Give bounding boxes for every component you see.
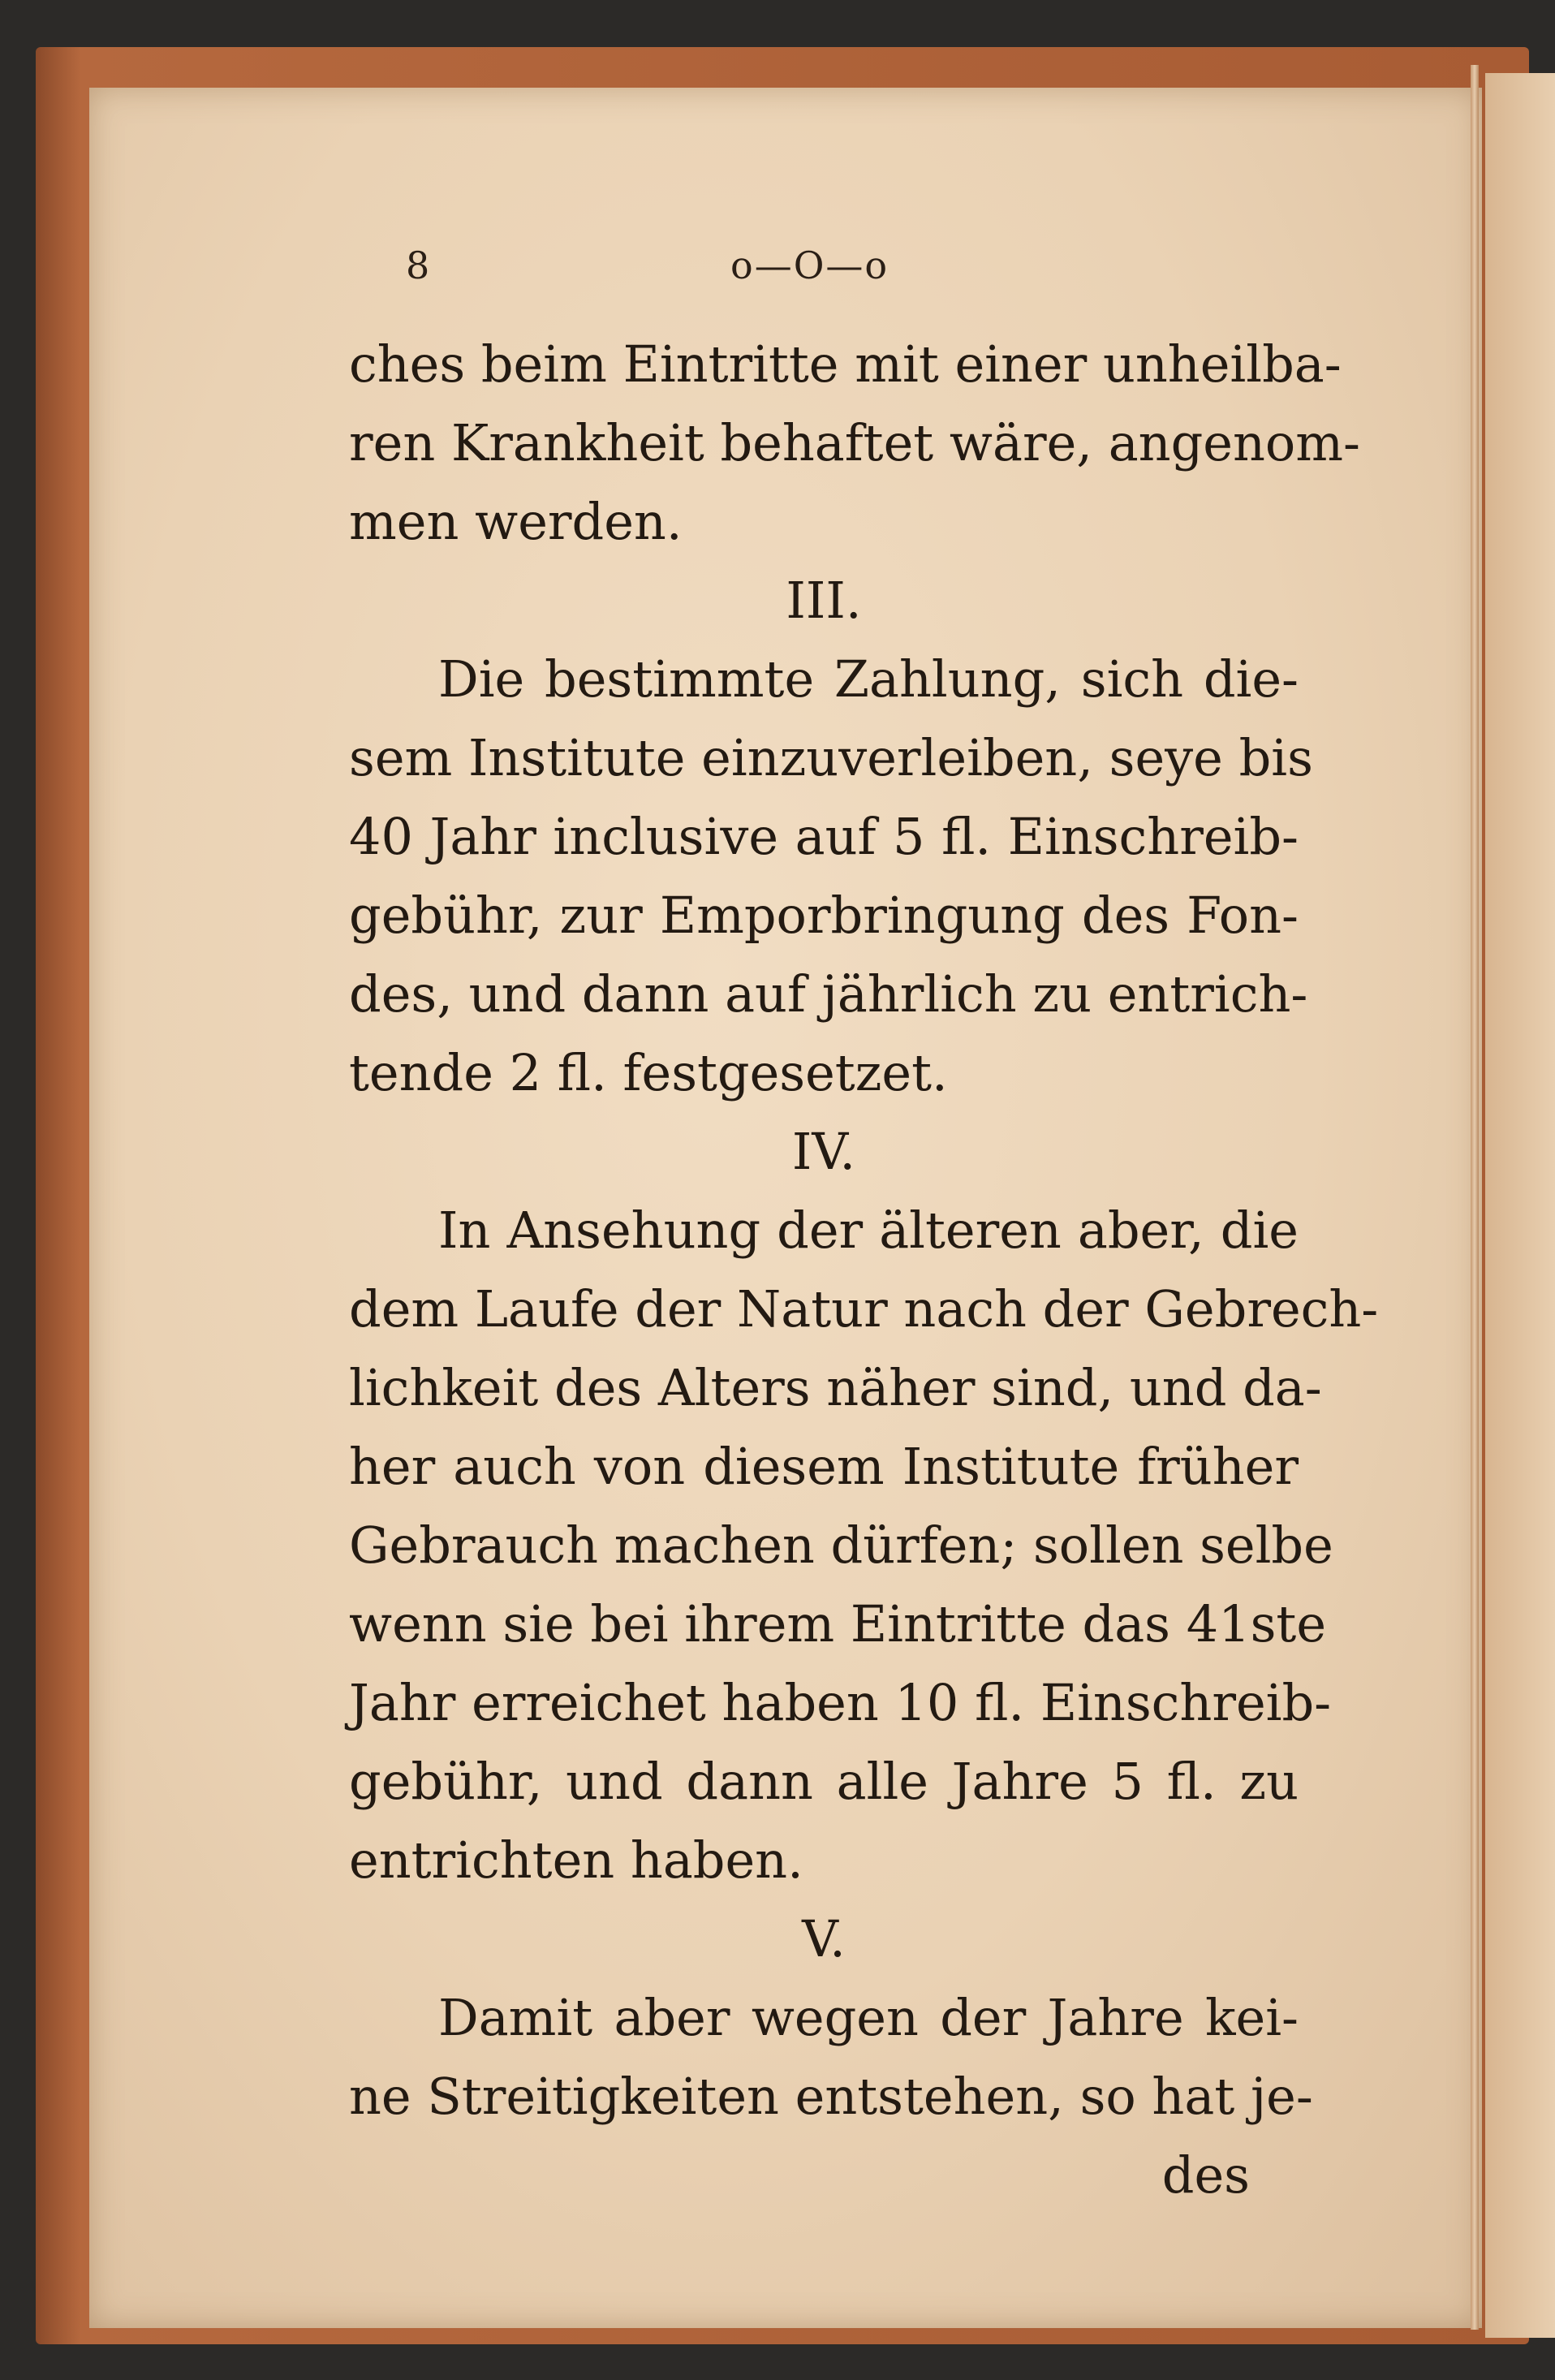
text-line: ne Streitigkeiten entstehen, so hat je- (349, 2067, 1313, 2126)
section-heading-iv: IV. (791, 1122, 856, 1181)
page-header (349, 244, 1323, 292)
page-number: 8 (406, 244, 430, 287)
text-line: entrichten haben. (349, 1830, 803, 1890)
text-line: men werden. (349, 492, 683, 551)
text-line: Jahr erreichet haben 10 fl. Einschreib- (349, 1673, 1332, 1732)
section-heading-v: V. (802, 1909, 846, 1968)
text-line: Gebrauch machen dürfen; sollen selbe (349, 1516, 1333, 1575)
text-line: wenn sie bei ihrem Eintritte das 41ste (349, 1594, 1327, 1653)
facing-page-edge (1485, 73, 1555, 2338)
page-text (349, 325, 1379, 2214)
text-line: des, und dann auf jährlich zu entrich- (349, 964, 1308, 1024)
text-line: tende 2 fl. festgesetzet. (349, 1043, 948, 1102)
catchword: des (1161, 2145, 1250, 2205)
section-heading-iii: III. (786, 571, 862, 630)
text-line: sem Institute einzuverleiben, seye bis (349, 728, 1313, 787)
text-line: 40 Jahr inclusive auf 5 fl. Einschreib- (349, 807, 1299, 866)
header-ornament: o—O—o (730, 244, 889, 287)
text-line: dem Laufe der Natur nach der Gebrech- (349, 1279, 1379, 1339)
text-line: Die bestimmte Zahlung, sich die- (438, 649, 1299, 709)
text-line: gebühr, und dann alle Jahre 5 fl. zu (349, 1752, 1299, 1811)
text-line: Damit aber wegen der Jahre kei- (438, 1988, 1299, 2047)
text-line: her auch von diesem Institute früher (349, 1437, 1299, 1496)
text-line: lichkeit des Alters näher sind, und da- (349, 1358, 1322, 1417)
text-line: ren Krankheit behaftet wäre, angenom- (349, 413, 1360, 472)
page-gutter (1471, 65, 1479, 2330)
text-line: ches beim Eintritte mit einer unheilba- (349, 334, 1342, 394)
text-line: In Ansehung der älteren aber, die (438, 1201, 1299, 1260)
text-line: gebühr, zur Emporbringung des Fon- (349, 886, 1299, 945)
